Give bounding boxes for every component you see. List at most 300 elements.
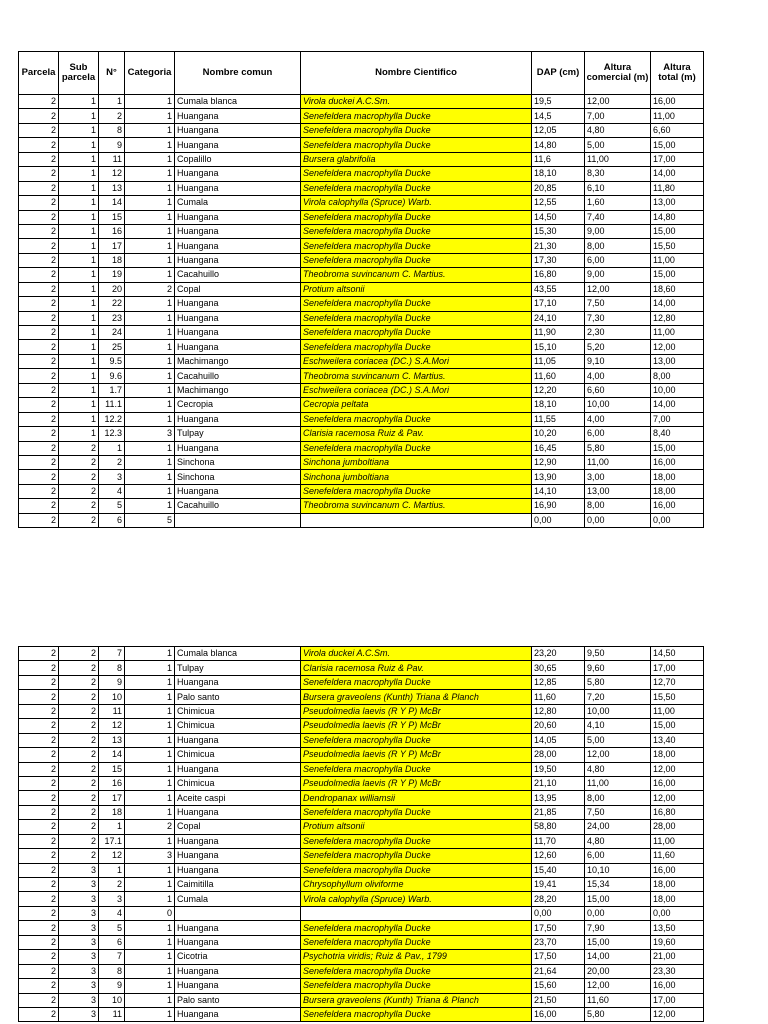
nombre-comun-cell: Huangana bbox=[175, 224, 301, 238]
nombre-comun-cell: Huangana bbox=[175, 675, 301, 689]
numero-cell: 5 bbox=[99, 499, 125, 513]
nombre-comun-cell: Huangana bbox=[175, 109, 301, 123]
parcela-cell: 2 bbox=[19, 398, 59, 412]
dap-cell: 17,50 bbox=[532, 950, 585, 964]
categoria-cell: 1 bbox=[125, 950, 175, 964]
altura-total-cell: 13,00 bbox=[651, 196, 704, 210]
dap-cell: 28,20 bbox=[532, 892, 585, 906]
altura-total-cell: 18,00 bbox=[651, 892, 704, 906]
dap-cell: 11,90 bbox=[532, 326, 585, 340]
table-row bbox=[19, 993, 704, 1007]
table-row bbox=[19, 253, 704, 267]
altura-total-cell: 8,00 bbox=[651, 369, 704, 383]
nombre-cientifico-cell: Chrysophyllum oliviforme bbox=[301, 878, 532, 892]
header-altura-comercial: Altura comercial (m) bbox=[585, 52, 651, 95]
nombre-comun-cell: Huangana bbox=[175, 123, 301, 137]
nombre-cientifico-cell: Senefeldera macrophylla Ducke bbox=[301, 239, 532, 253]
numero-cell: 2 bbox=[99, 109, 125, 123]
dap-cell: 10,20 bbox=[532, 427, 585, 441]
parcela-cell: 2 bbox=[19, 340, 59, 354]
numero-cell: 4 bbox=[99, 906, 125, 920]
altura-comercial-cell: 3,00 bbox=[585, 470, 651, 484]
categoria-cell: 1 bbox=[125, 704, 175, 718]
parcela-cell: 2 bbox=[19, 935, 59, 949]
nombre-cientifico-cell: Senefeldera macrophylla Ducke bbox=[301, 921, 532, 935]
table-row bbox=[19, 935, 704, 949]
nombre-cientifico-cell: Dendropanax williamsii bbox=[301, 791, 532, 805]
sub-parcela-cell: 3 bbox=[59, 906, 99, 920]
sub-parcela-cell: 2 bbox=[59, 647, 99, 661]
altura-total-cell: 28,00 bbox=[651, 820, 704, 834]
sub-parcela-cell: 1 bbox=[59, 196, 99, 210]
categoria-cell: 1 bbox=[125, 863, 175, 877]
sub-parcela-cell: 3 bbox=[59, 993, 99, 1007]
dap-cell: 43,55 bbox=[532, 282, 585, 296]
dap-cell: 16,45 bbox=[532, 441, 585, 455]
categoria-cell: 1 bbox=[125, 762, 175, 776]
nombre-cientifico-cell: Senefeldera macrophylla Ducke bbox=[301, 167, 532, 181]
sub-parcela-cell: 1 bbox=[59, 181, 99, 195]
nombre-cientifico-cell: Virola calophylla (Spruce) Warb. bbox=[301, 892, 532, 906]
categoria-cell: 1 bbox=[125, 196, 175, 210]
categoria-cell: 1 bbox=[125, 369, 175, 383]
sub-parcela-cell: 1 bbox=[59, 95, 99, 109]
nombre-comun-cell: Huangana bbox=[175, 412, 301, 426]
altura-comercial-cell: 7,50 bbox=[585, 297, 651, 311]
categoria-cell: 1 bbox=[125, 719, 175, 733]
categoria-cell: 1 bbox=[125, 123, 175, 137]
table-row bbox=[19, 513, 704, 527]
nombre-comun-cell: Machimango bbox=[175, 383, 301, 397]
dap-cell: 14,10 bbox=[532, 484, 585, 498]
altura-total-cell: 7,00 bbox=[651, 412, 704, 426]
dap-cell: 19,50 bbox=[532, 762, 585, 776]
parcela-cell: 2 bbox=[19, 906, 59, 920]
numero-cell: 25 bbox=[99, 340, 125, 354]
table-row bbox=[19, 748, 704, 762]
table-row bbox=[19, 921, 704, 935]
table-2-body bbox=[19, 647, 704, 1022]
nombre-comun-cell: Tulpay bbox=[175, 427, 301, 441]
altura-comercial-cell: 5,00 bbox=[585, 733, 651, 747]
numero-cell: 17 bbox=[99, 239, 125, 253]
table-row bbox=[19, 979, 704, 993]
header-nombre-comun: Nombre comun bbox=[175, 52, 301, 95]
sub-parcela-cell: 2 bbox=[59, 704, 99, 718]
dap-cell: 28,00 bbox=[532, 748, 585, 762]
categoria-cell: 1 bbox=[125, 935, 175, 949]
parcela-cell: 2 bbox=[19, 210, 59, 224]
dap-cell: 58,80 bbox=[532, 820, 585, 834]
nombre-cientifico-cell: Senefeldera macrophylla Ducke bbox=[301, 805, 532, 819]
table-row bbox=[19, 820, 704, 834]
numero-cell: 13 bbox=[99, 733, 125, 747]
altura-total-cell: 12,70 bbox=[651, 675, 704, 689]
nombre-cientifico-cell: Senefeldera macrophylla Ducke bbox=[301, 123, 532, 137]
altura-total-cell: 23,30 bbox=[651, 964, 704, 978]
parcela-cell: 2 bbox=[19, 427, 59, 441]
parcela-cell: 2 bbox=[19, 152, 59, 166]
numero-cell: 18 bbox=[99, 805, 125, 819]
nombre-cientifico-cell: Senefeldera macrophylla Ducke bbox=[301, 964, 532, 978]
parcela-cell: 2 bbox=[19, 805, 59, 819]
parcela-cell: 2 bbox=[19, 470, 59, 484]
table-row bbox=[19, 484, 704, 498]
table-row bbox=[19, 964, 704, 978]
header-nombre-cientifico: Nombre Cientifico bbox=[301, 52, 532, 95]
altura-total-cell: 18,00 bbox=[651, 748, 704, 762]
numero-cell: 9 bbox=[99, 979, 125, 993]
dap-cell: 21,30 bbox=[532, 239, 585, 253]
nombre-cientifico-cell: Senefeldera macrophylla Ducke bbox=[301, 138, 532, 152]
parcela-cell: 2 bbox=[19, 253, 59, 267]
nombre-cientifico-cell: Senefeldera macrophylla Ducke bbox=[301, 863, 532, 877]
altura-total-cell: 15,00 bbox=[651, 441, 704, 455]
sub-parcela-cell: 1 bbox=[59, 210, 99, 224]
nombre-comun-cell: Huangana bbox=[175, 935, 301, 949]
sub-parcela-cell: 2 bbox=[59, 805, 99, 819]
numero-cell: 1.7 bbox=[99, 383, 125, 397]
parcela-cell: 2 bbox=[19, 892, 59, 906]
altura-comercial-cell: 10,10 bbox=[585, 863, 651, 877]
table-row bbox=[19, 138, 704, 152]
nombre-comun-cell: Huangana bbox=[175, 210, 301, 224]
altura-comercial-cell: 7,20 bbox=[585, 690, 651, 704]
table-1-body bbox=[19, 95, 704, 528]
categoria-cell: 3 bbox=[125, 849, 175, 863]
numero-cell: 8 bbox=[99, 661, 125, 675]
numero-cell: 24 bbox=[99, 326, 125, 340]
table-row bbox=[19, 704, 704, 718]
altura-comercial-cell: 24,00 bbox=[585, 820, 651, 834]
dap-cell: 14,50 bbox=[532, 210, 585, 224]
sub-parcela-cell: 1 bbox=[59, 224, 99, 238]
nombre-cientifico-cell: Virola duckei A.C.Sm. bbox=[301, 647, 532, 661]
numero-cell: 12 bbox=[99, 719, 125, 733]
parcela-cell: 2 bbox=[19, 95, 59, 109]
categoria-cell: 1 bbox=[125, 181, 175, 195]
categoria-cell: 1 bbox=[125, 979, 175, 993]
parcela-cell: 2 bbox=[19, 878, 59, 892]
altura-total-cell: 13,50 bbox=[651, 921, 704, 935]
categoria-cell: 1 bbox=[125, 921, 175, 935]
nombre-comun-cell: Huangana bbox=[175, 805, 301, 819]
altura-comercial-cell: 5,80 bbox=[585, 1007, 651, 1021]
categoria-cell: 2 bbox=[125, 820, 175, 834]
categoria-cell: 1 bbox=[125, 748, 175, 762]
altura-total-cell: 6,60 bbox=[651, 123, 704, 137]
numero-cell: 15 bbox=[99, 210, 125, 224]
altura-comercial-cell: 12,00 bbox=[585, 748, 651, 762]
parcela-cell: 2 bbox=[19, 733, 59, 747]
nombre-comun-cell: Copal bbox=[175, 282, 301, 296]
altura-total-cell: 13,00 bbox=[651, 354, 704, 368]
parcela-cell: 2 bbox=[19, 354, 59, 368]
numero-cell: 1 bbox=[99, 820, 125, 834]
numero-cell: 20 bbox=[99, 282, 125, 296]
nombre-comun-cell: Huangana bbox=[175, 849, 301, 863]
altura-comercial-cell: 7,00 bbox=[585, 109, 651, 123]
table-row bbox=[19, 311, 704, 325]
parcela-cell: 2 bbox=[19, 834, 59, 848]
dap-cell: 21,50 bbox=[532, 993, 585, 1007]
numero-cell: 1 bbox=[99, 95, 125, 109]
categoria-cell: 1 bbox=[125, 661, 175, 675]
table-row bbox=[19, 354, 704, 368]
nombre-cientifico-cell: Protium altsonii bbox=[301, 820, 532, 834]
numero-cell: 17.1 bbox=[99, 834, 125, 848]
categoria-cell: 1 bbox=[125, 138, 175, 152]
numero-cell: 5 bbox=[99, 921, 125, 935]
sub-parcela-cell: 1 bbox=[59, 311, 99, 325]
altura-total-cell: 18,00 bbox=[651, 484, 704, 498]
dap-cell: 12,60 bbox=[532, 849, 585, 863]
sub-parcela-cell: 1 bbox=[59, 268, 99, 282]
parcela-cell: 2 bbox=[19, 979, 59, 993]
sub-parcela-cell: 3 bbox=[59, 878, 99, 892]
altura-comercial-cell: 12,00 bbox=[585, 95, 651, 109]
sub-parcela-cell: 2 bbox=[59, 834, 99, 848]
nombre-comun-cell: Huangana bbox=[175, 733, 301, 747]
dap-cell: 30,65 bbox=[532, 661, 585, 675]
altura-total-cell: 16,00 bbox=[651, 776, 704, 790]
sub-parcela-cell: 1 bbox=[59, 427, 99, 441]
nombre-comun-cell: Machimango bbox=[175, 354, 301, 368]
table-header-row bbox=[19, 52, 704, 95]
numero-cell: 9 bbox=[99, 138, 125, 152]
nombre-comun-cell: Huangana bbox=[175, 1007, 301, 1021]
sub-parcela-cell: 1 bbox=[59, 123, 99, 137]
altura-total-cell: 21,00 bbox=[651, 950, 704, 964]
sub-parcela-cell: 2 bbox=[59, 675, 99, 689]
sub-parcela-cell: 1 bbox=[59, 253, 99, 267]
sub-parcela-cell: 1 bbox=[59, 282, 99, 296]
categoria-cell: 1 bbox=[125, 805, 175, 819]
categoria-cell: 1 bbox=[125, 224, 175, 238]
numero-cell: 12.2 bbox=[99, 412, 125, 426]
table-row bbox=[19, 398, 704, 412]
altura-total-cell: 14,00 bbox=[651, 297, 704, 311]
altura-total-cell: 12,00 bbox=[651, 340, 704, 354]
sub-parcela-cell: 2 bbox=[59, 690, 99, 704]
table-row bbox=[19, 427, 704, 441]
table-row bbox=[19, 239, 704, 253]
dap-cell: 12,90 bbox=[532, 455, 585, 469]
dap-cell: 23,70 bbox=[532, 935, 585, 949]
altura-comercial-cell: 2,30 bbox=[585, 326, 651, 340]
sub-parcela-cell: 2 bbox=[59, 748, 99, 762]
nombre-cientifico-cell: Sinchona jumboltiana bbox=[301, 455, 532, 469]
parcela-cell: 2 bbox=[19, 690, 59, 704]
table-row bbox=[19, 719, 704, 733]
altura-comercial-cell: 12,00 bbox=[585, 282, 651, 296]
header-numero: N° bbox=[99, 52, 125, 95]
parcela-cell: 2 bbox=[19, 499, 59, 513]
parcela-cell: 2 bbox=[19, 647, 59, 661]
dap-cell: 12,05 bbox=[532, 123, 585, 137]
parcela-cell: 2 bbox=[19, 455, 59, 469]
dap-cell: 17,30 bbox=[532, 253, 585, 267]
dap-cell: 18,10 bbox=[532, 167, 585, 181]
parcela-cell: 2 bbox=[19, 964, 59, 978]
altura-comercial-cell: 7,90 bbox=[585, 921, 651, 935]
nombre-cientifico-cell: Eschweilera coriacea (DC.) S.A.Mori bbox=[301, 383, 532, 397]
categoria-cell: 2 bbox=[125, 282, 175, 296]
altura-total-cell: 11,00 bbox=[651, 253, 704, 267]
dap-cell: 16,00 bbox=[532, 1007, 585, 1021]
numero-cell: 9.5 bbox=[99, 354, 125, 368]
altura-comercial-cell: 15,00 bbox=[585, 935, 651, 949]
nombre-comun-cell bbox=[175, 513, 301, 527]
numero-cell: 11 bbox=[99, 704, 125, 718]
dap-cell: 11,6 bbox=[532, 152, 585, 166]
nombre-cientifico-cell: Senefeldera macrophylla Ducke bbox=[301, 733, 532, 747]
sub-parcela-cell: 1 bbox=[59, 340, 99, 354]
sub-parcela-cell: 1 bbox=[59, 326, 99, 340]
parcela-cell: 2 bbox=[19, 441, 59, 455]
altura-total-cell: 16,80 bbox=[651, 805, 704, 819]
nombre-cientifico-cell: Senefeldera macrophylla Ducke bbox=[301, 340, 532, 354]
numero-cell: 13 bbox=[99, 181, 125, 195]
numero-cell: 4 bbox=[99, 484, 125, 498]
altura-comercial-cell: 4,80 bbox=[585, 123, 651, 137]
altura-total-cell: 18,60 bbox=[651, 282, 704, 296]
altura-total-cell: 15,00 bbox=[651, 138, 704, 152]
altura-total-cell: 17,00 bbox=[651, 993, 704, 1007]
nombre-cientifico-cell: Cecropia peltata bbox=[301, 398, 532, 412]
dap-cell: 12,55 bbox=[532, 196, 585, 210]
altura-total-cell: 18,00 bbox=[651, 470, 704, 484]
nombre-comun-cell bbox=[175, 906, 301, 920]
numero-cell: 2 bbox=[99, 455, 125, 469]
nombre-cientifico-cell: Senefeldera macrophylla Ducke bbox=[301, 1007, 532, 1021]
altura-total-cell: 13,40 bbox=[651, 733, 704, 747]
parcela-cell: 2 bbox=[19, 326, 59, 340]
nombre-comun-cell: Chimicua bbox=[175, 704, 301, 718]
dap-cell: 11,60 bbox=[532, 369, 585, 383]
altura-comercial-cell: 11,00 bbox=[585, 152, 651, 166]
nombre-comun-cell: Cumala bbox=[175, 892, 301, 906]
nombre-comun-cell: Sinchona bbox=[175, 470, 301, 484]
altura-comercial-cell: 13,00 bbox=[585, 484, 651, 498]
nombre-comun-cell: Palo santo bbox=[175, 993, 301, 1007]
sub-parcela-cell: 2 bbox=[59, 791, 99, 805]
categoria-cell: 1 bbox=[125, 499, 175, 513]
table-row bbox=[19, 834, 704, 848]
nombre-cientifico-cell: Bursera graveolens (Kunth) Triana & Planch bbox=[301, 690, 532, 704]
altura-total-cell: 11,00 bbox=[651, 326, 704, 340]
categoria-cell: 1 bbox=[125, 326, 175, 340]
nombre-cientifico-cell: Senefeldera macrophylla Ducke bbox=[301, 326, 532, 340]
numero-cell: 14 bbox=[99, 748, 125, 762]
nombre-comun-cell: Huangana bbox=[175, 311, 301, 325]
sub-parcela-cell: 2 bbox=[59, 733, 99, 747]
altura-comercial-cell: 4,00 bbox=[585, 369, 651, 383]
nombre-comun-cell: Huangana bbox=[175, 964, 301, 978]
altura-comercial-cell: 11,00 bbox=[585, 455, 651, 469]
numero-cell: 23 bbox=[99, 311, 125, 325]
categoria-cell: 1 bbox=[125, 690, 175, 704]
sub-parcela-cell: 3 bbox=[59, 935, 99, 949]
table-row bbox=[19, 268, 704, 282]
numero-cell: 10 bbox=[99, 993, 125, 1007]
sub-parcela-cell: 2 bbox=[59, 762, 99, 776]
dap-cell: 11,60 bbox=[532, 690, 585, 704]
table-row bbox=[19, 878, 704, 892]
altura-comercial-cell: 5,80 bbox=[585, 675, 651, 689]
altura-comercial-cell: 4,10 bbox=[585, 719, 651, 733]
table-row bbox=[19, 109, 704, 123]
nombre-comun-cell: Palo santo bbox=[175, 690, 301, 704]
nombre-cientifico-cell bbox=[301, 513, 532, 527]
altura-comercial-cell: 11,60 bbox=[585, 993, 651, 1007]
table-row bbox=[19, 95, 704, 109]
dap-cell: 13,95 bbox=[532, 791, 585, 805]
altura-comercial-cell: 8,00 bbox=[585, 239, 651, 253]
altura-total-cell: 17,00 bbox=[651, 152, 704, 166]
parcela-cell: 2 bbox=[19, 412, 59, 426]
sub-parcela-cell: 1 bbox=[59, 138, 99, 152]
nombre-comun-cell: Huangana bbox=[175, 253, 301, 267]
altura-comercial-cell: 6,10 bbox=[585, 181, 651, 195]
nombre-cientifico-cell: Senefeldera macrophylla Ducke bbox=[301, 484, 532, 498]
altura-total-cell: 14,00 bbox=[651, 398, 704, 412]
numero-cell: 11 bbox=[99, 152, 125, 166]
nombre-cientifico-cell: Senefeldera macrophylla Ducke bbox=[301, 935, 532, 949]
table-row bbox=[19, 675, 704, 689]
numero-cell: 12 bbox=[99, 849, 125, 863]
numero-cell: 11.1 bbox=[99, 398, 125, 412]
altura-comercial-cell: 14,00 bbox=[585, 950, 651, 964]
sub-parcela-cell: 1 bbox=[59, 383, 99, 397]
numero-cell: 12 bbox=[99, 167, 125, 181]
altura-total-cell: 16,00 bbox=[651, 863, 704, 877]
table-row bbox=[19, 326, 704, 340]
altura-comercial-cell: 1,60 bbox=[585, 196, 651, 210]
dap-cell: 17,10 bbox=[532, 297, 585, 311]
altura-comercial-cell: 9,50 bbox=[585, 647, 651, 661]
nombre-comun-cell: Chimicua bbox=[175, 719, 301, 733]
altura-comercial-cell: 6,00 bbox=[585, 849, 651, 863]
nombre-comun-cell: Cumala bbox=[175, 196, 301, 210]
nombre-cientifico-cell: Virola calophylla (Spruce) Warb. bbox=[301, 196, 532, 210]
altura-total-cell: 16,00 bbox=[651, 95, 704, 109]
categoria-cell: 1 bbox=[125, 776, 175, 790]
categoria-cell: 1 bbox=[125, 152, 175, 166]
numero-cell: 18 bbox=[99, 253, 125, 267]
table-row bbox=[19, 849, 704, 863]
parcela-cell: 2 bbox=[19, 181, 59, 195]
table-row bbox=[19, 733, 704, 747]
nombre-cientifico-cell: Senefeldera macrophylla Ducke bbox=[301, 311, 532, 325]
dap-cell: 12,20 bbox=[532, 383, 585, 397]
dap-cell: 0,00 bbox=[532, 906, 585, 920]
categoria-cell: 1 bbox=[125, 311, 175, 325]
altura-comercial-cell: 4,80 bbox=[585, 762, 651, 776]
categoria-cell: 1 bbox=[125, 297, 175, 311]
nombre-comun-cell: Cumala blanca bbox=[175, 647, 301, 661]
nombre-comun-cell: Cicotria bbox=[175, 950, 301, 964]
nombre-comun-cell: Huangana bbox=[175, 326, 301, 340]
sub-parcela-cell: 3 bbox=[59, 964, 99, 978]
nombre-cientifico-cell: Theobroma suvincanum C. Martius. bbox=[301, 499, 532, 513]
altura-comercial-cell: 10,00 bbox=[585, 704, 651, 718]
categoria-cell: 1 bbox=[125, 647, 175, 661]
table-row bbox=[19, 906, 704, 920]
categoria-cell: 1 bbox=[125, 383, 175, 397]
sub-parcela-cell: 3 bbox=[59, 921, 99, 935]
altura-total-cell: 14,00 bbox=[651, 167, 704, 181]
